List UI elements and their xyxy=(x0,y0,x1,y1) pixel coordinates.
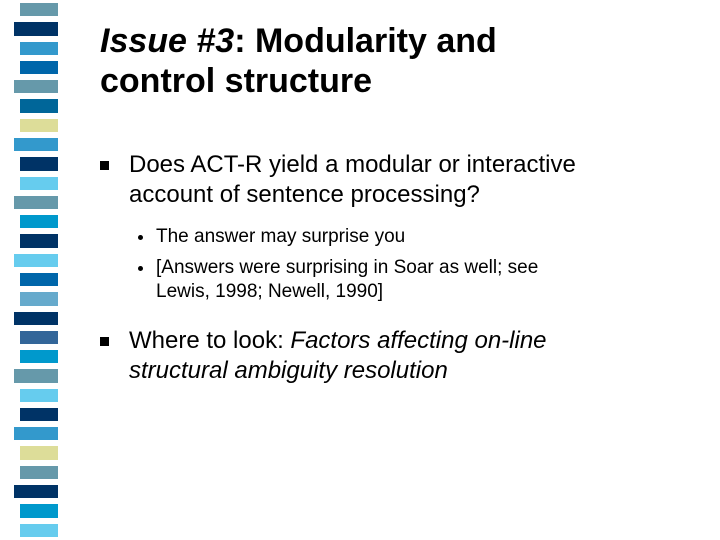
stripe-block xyxy=(0,135,68,154)
square-bullet-icon xyxy=(100,337,109,346)
stripe-block xyxy=(0,482,68,501)
stripe-block-fill xyxy=(14,485,58,498)
dot-bullet-icon xyxy=(138,235,143,240)
stripe-block-fill xyxy=(20,177,58,190)
bullet-1 xyxy=(129,150,709,210)
stripe-block-fill xyxy=(20,524,58,537)
stripe-block xyxy=(0,405,68,424)
stripe-block-fill xyxy=(20,3,58,16)
stripe-block xyxy=(0,270,68,289)
decorative-stripe xyxy=(0,0,68,540)
bullet-2-plain: Where to look: xyxy=(129,327,291,354)
stripe-block-fill xyxy=(14,312,58,325)
stripe-block xyxy=(0,0,68,19)
stripe-block xyxy=(0,347,68,366)
bullet-2 xyxy=(129,326,709,386)
stripe-block-fill xyxy=(20,157,58,170)
dot-bullet-icon xyxy=(138,266,143,271)
stripe-block xyxy=(0,463,68,482)
stripe-block-fill xyxy=(20,504,58,517)
stripe-block xyxy=(0,154,68,173)
sub-bullet-2-line1: [Answers were surprising in Soar as well; see xyxy=(156,257,539,278)
stripe-block xyxy=(0,309,68,328)
stripe-block xyxy=(0,77,68,96)
stripe-block-fill xyxy=(20,234,58,247)
bullet-2-italic-line1: Factors affecting on-line xyxy=(290,327,547,354)
title-italic-part: Issue #3 xyxy=(100,22,235,60)
stripe-block-fill xyxy=(20,389,58,402)
stripe-block xyxy=(0,96,68,115)
stripe-block xyxy=(0,58,68,77)
title-line2: control structure xyxy=(100,61,373,100)
stripe-block-fill xyxy=(20,350,58,363)
stripe-block-fill xyxy=(20,408,58,421)
square-bullet-icon xyxy=(100,161,109,170)
stripe-block xyxy=(0,289,68,308)
stripe-block-fill xyxy=(14,80,58,93)
stripe-block-fill xyxy=(14,22,58,35)
stripe-block-fill xyxy=(20,446,58,459)
title-rest: : Modularity and xyxy=(234,22,497,60)
stripe-block-fill xyxy=(20,331,58,344)
stripe-block xyxy=(0,424,68,443)
stripe-block xyxy=(0,501,68,520)
stripe-block-fill xyxy=(20,119,58,132)
bullet-1-line2: account of sentence processing? xyxy=(129,181,480,208)
stripe-block xyxy=(0,443,68,462)
stripe-block xyxy=(0,251,68,270)
stripe-block-fill xyxy=(14,138,58,151)
slide-title xyxy=(100,22,700,102)
stripe-block-fill xyxy=(14,196,58,209)
stripe-block xyxy=(0,19,68,38)
bullet-2-italic-line2: structural ambiguity resolution xyxy=(129,357,448,384)
stripe-block xyxy=(0,212,68,231)
stripe-block xyxy=(0,193,68,212)
stripe-block-fill xyxy=(14,254,58,267)
stripe-block xyxy=(0,231,68,250)
stripe-block-fill xyxy=(20,292,58,305)
stripe-block xyxy=(0,39,68,58)
stripe-block-fill xyxy=(14,427,58,440)
stripe-block-fill xyxy=(20,215,58,228)
stripe-block-fill xyxy=(20,99,58,112)
stripe-block xyxy=(0,521,68,540)
sub-bullet-2 xyxy=(156,256,706,303)
stripe-block-fill xyxy=(20,61,58,74)
sub-bullet-1: The answer may surprise you xyxy=(156,226,406,247)
stripe-block xyxy=(0,366,68,385)
stripe-block-fill xyxy=(20,273,58,286)
sub-bullet-2-line2: Lewis, 1998; Newell, 1990] xyxy=(156,280,384,302)
stripe-block-fill xyxy=(14,369,58,382)
stripe-block-fill xyxy=(20,466,58,479)
stripe-block-fill xyxy=(20,42,58,55)
stripe-block xyxy=(0,116,68,135)
stripe-block xyxy=(0,386,68,405)
stripe-block xyxy=(0,328,68,347)
bullet-1-line1: Does ACT-R yield a modular or interactive xyxy=(129,151,576,178)
stripe-block xyxy=(0,174,68,193)
